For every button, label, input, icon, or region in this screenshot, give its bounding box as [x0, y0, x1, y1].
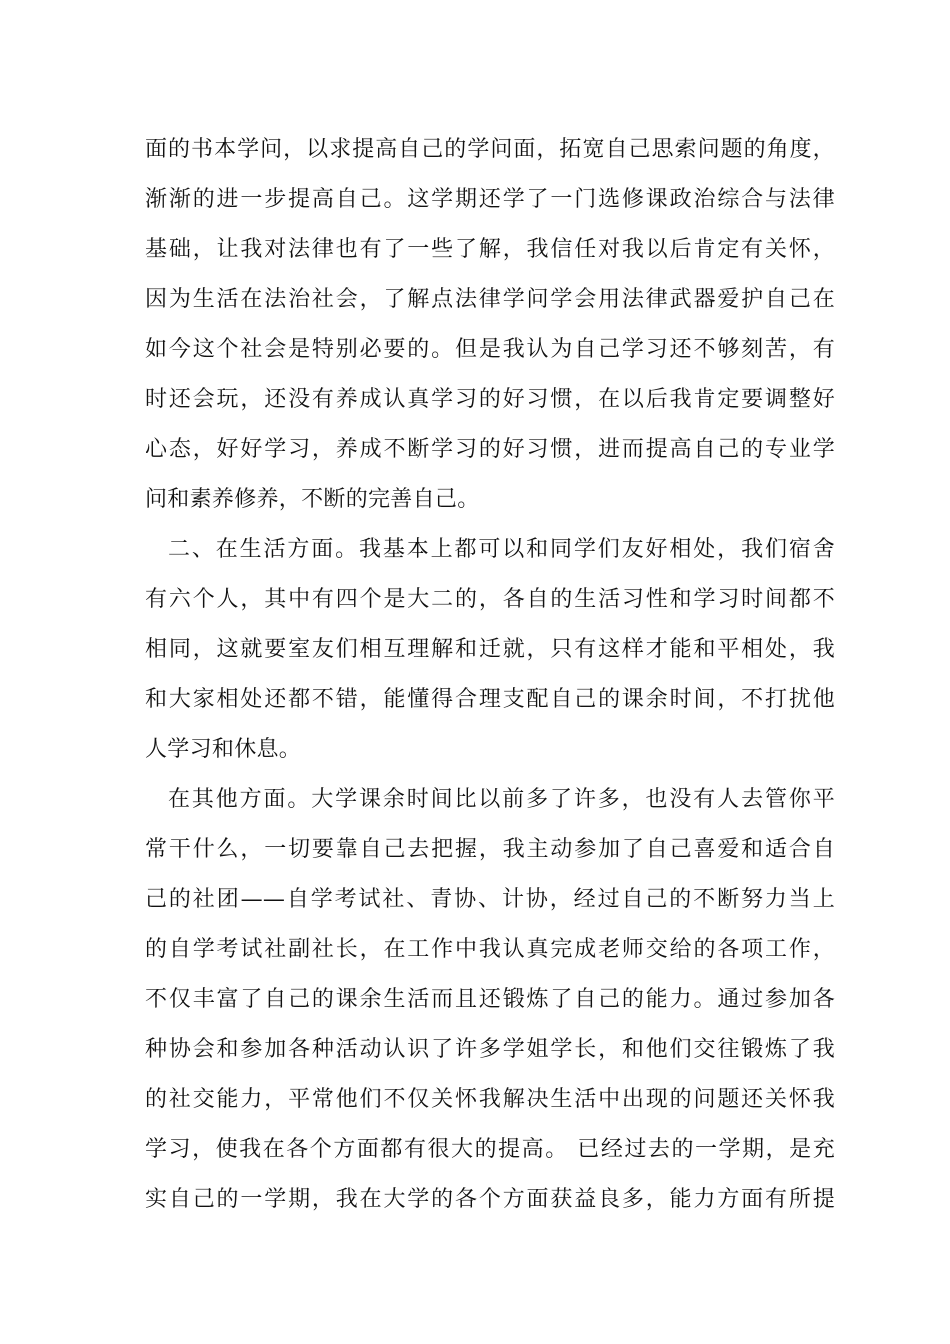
text-line: 学习，使我在各个方面都有很大的提高。 已经过去的一学期，是充: [145, 1137, 835, 1162]
text-line: 的自学考试社副社长，在工作中我认真完成老师交给的各项工作，: [145, 937, 835, 962]
text-line: 如今这个社会是特别必要的。但是我认为自己学习还不够刻苦，有: [145, 337, 835, 362]
text-line: 时还会玩，还没有养成认真学习的好习惯，在以后我肯定要调整好: [145, 387, 835, 412]
text-line: 基础，让我对法律也有了一些了解，我信任对我以后肯定有关怀，: [145, 237, 835, 262]
text-line: 相同，这就要室友们相互理解和迁就，只有这样才能和平相处，我: [145, 637, 835, 662]
text-line: 面的书本学问，以求提高自己的学问面，拓宽自己思索问题的角度，: [145, 137, 835, 162]
text-line: 的社交能力，平常他们不仅关怀我解决生活中出现的问题还关怀我: [145, 1087, 835, 1112]
text-line: 问和素养修养，不断的完善自己。: [145, 487, 480, 512]
text-line: 实自己的一学期，我在大学的各个方面获益良多，能力方面有所提: [145, 1187, 835, 1212]
text-line: 种协会和参加各种活动认识了许多学姐学长，和他们交往锻炼了我: [145, 1037, 835, 1062]
text-line: 己的社团——自学考试社、青协、计协，经过自己的不断努力当上: [145, 887, 835, 912]
text-line: 渐渐的进一步提高自己。这学期还学了一门选修课政治综合与法律: [145, 187, 835, 212]
text-line: 有六个人，其中有四个是大二的，各自的生活习性和学习时间都不: [145, 587, 835, 612]
text-line: 不仅丰富了自己的课余生活而且还锻炼了自己的能力。通过参加各: [145, 987, 835, 1012]
paragraph-start-line: 在其他方面。大学课余时间比以前多了许多，也没有人去管你平: [168, 787, 835, 812]
text-line: 人学习和休息。: [145, 737, 302, 762]
text-line: 常干什么，一切要靠自己去把握，我主动参加了自己喜爱和适合自: [145, 837, 835, 862]
text-line: 和大家相处还都不错，能懂得合理支配自己的课余时间，不打扰他: [145, 687, 835, 712]
paragraph-start-line: 二、在生活方面。我基本上都可以和同学们友好相处，我们宿舍: [168, 537, 835, 562]
text-line: 因为生活在法治社会，了解点法律学问学会用法律武器爱护自己在: [145, 287, 835, 312]
text-line: 心态，好好学习，养成不断学习的好习惯，进而提高自己的专业学: [145, 437, 835, 462]
